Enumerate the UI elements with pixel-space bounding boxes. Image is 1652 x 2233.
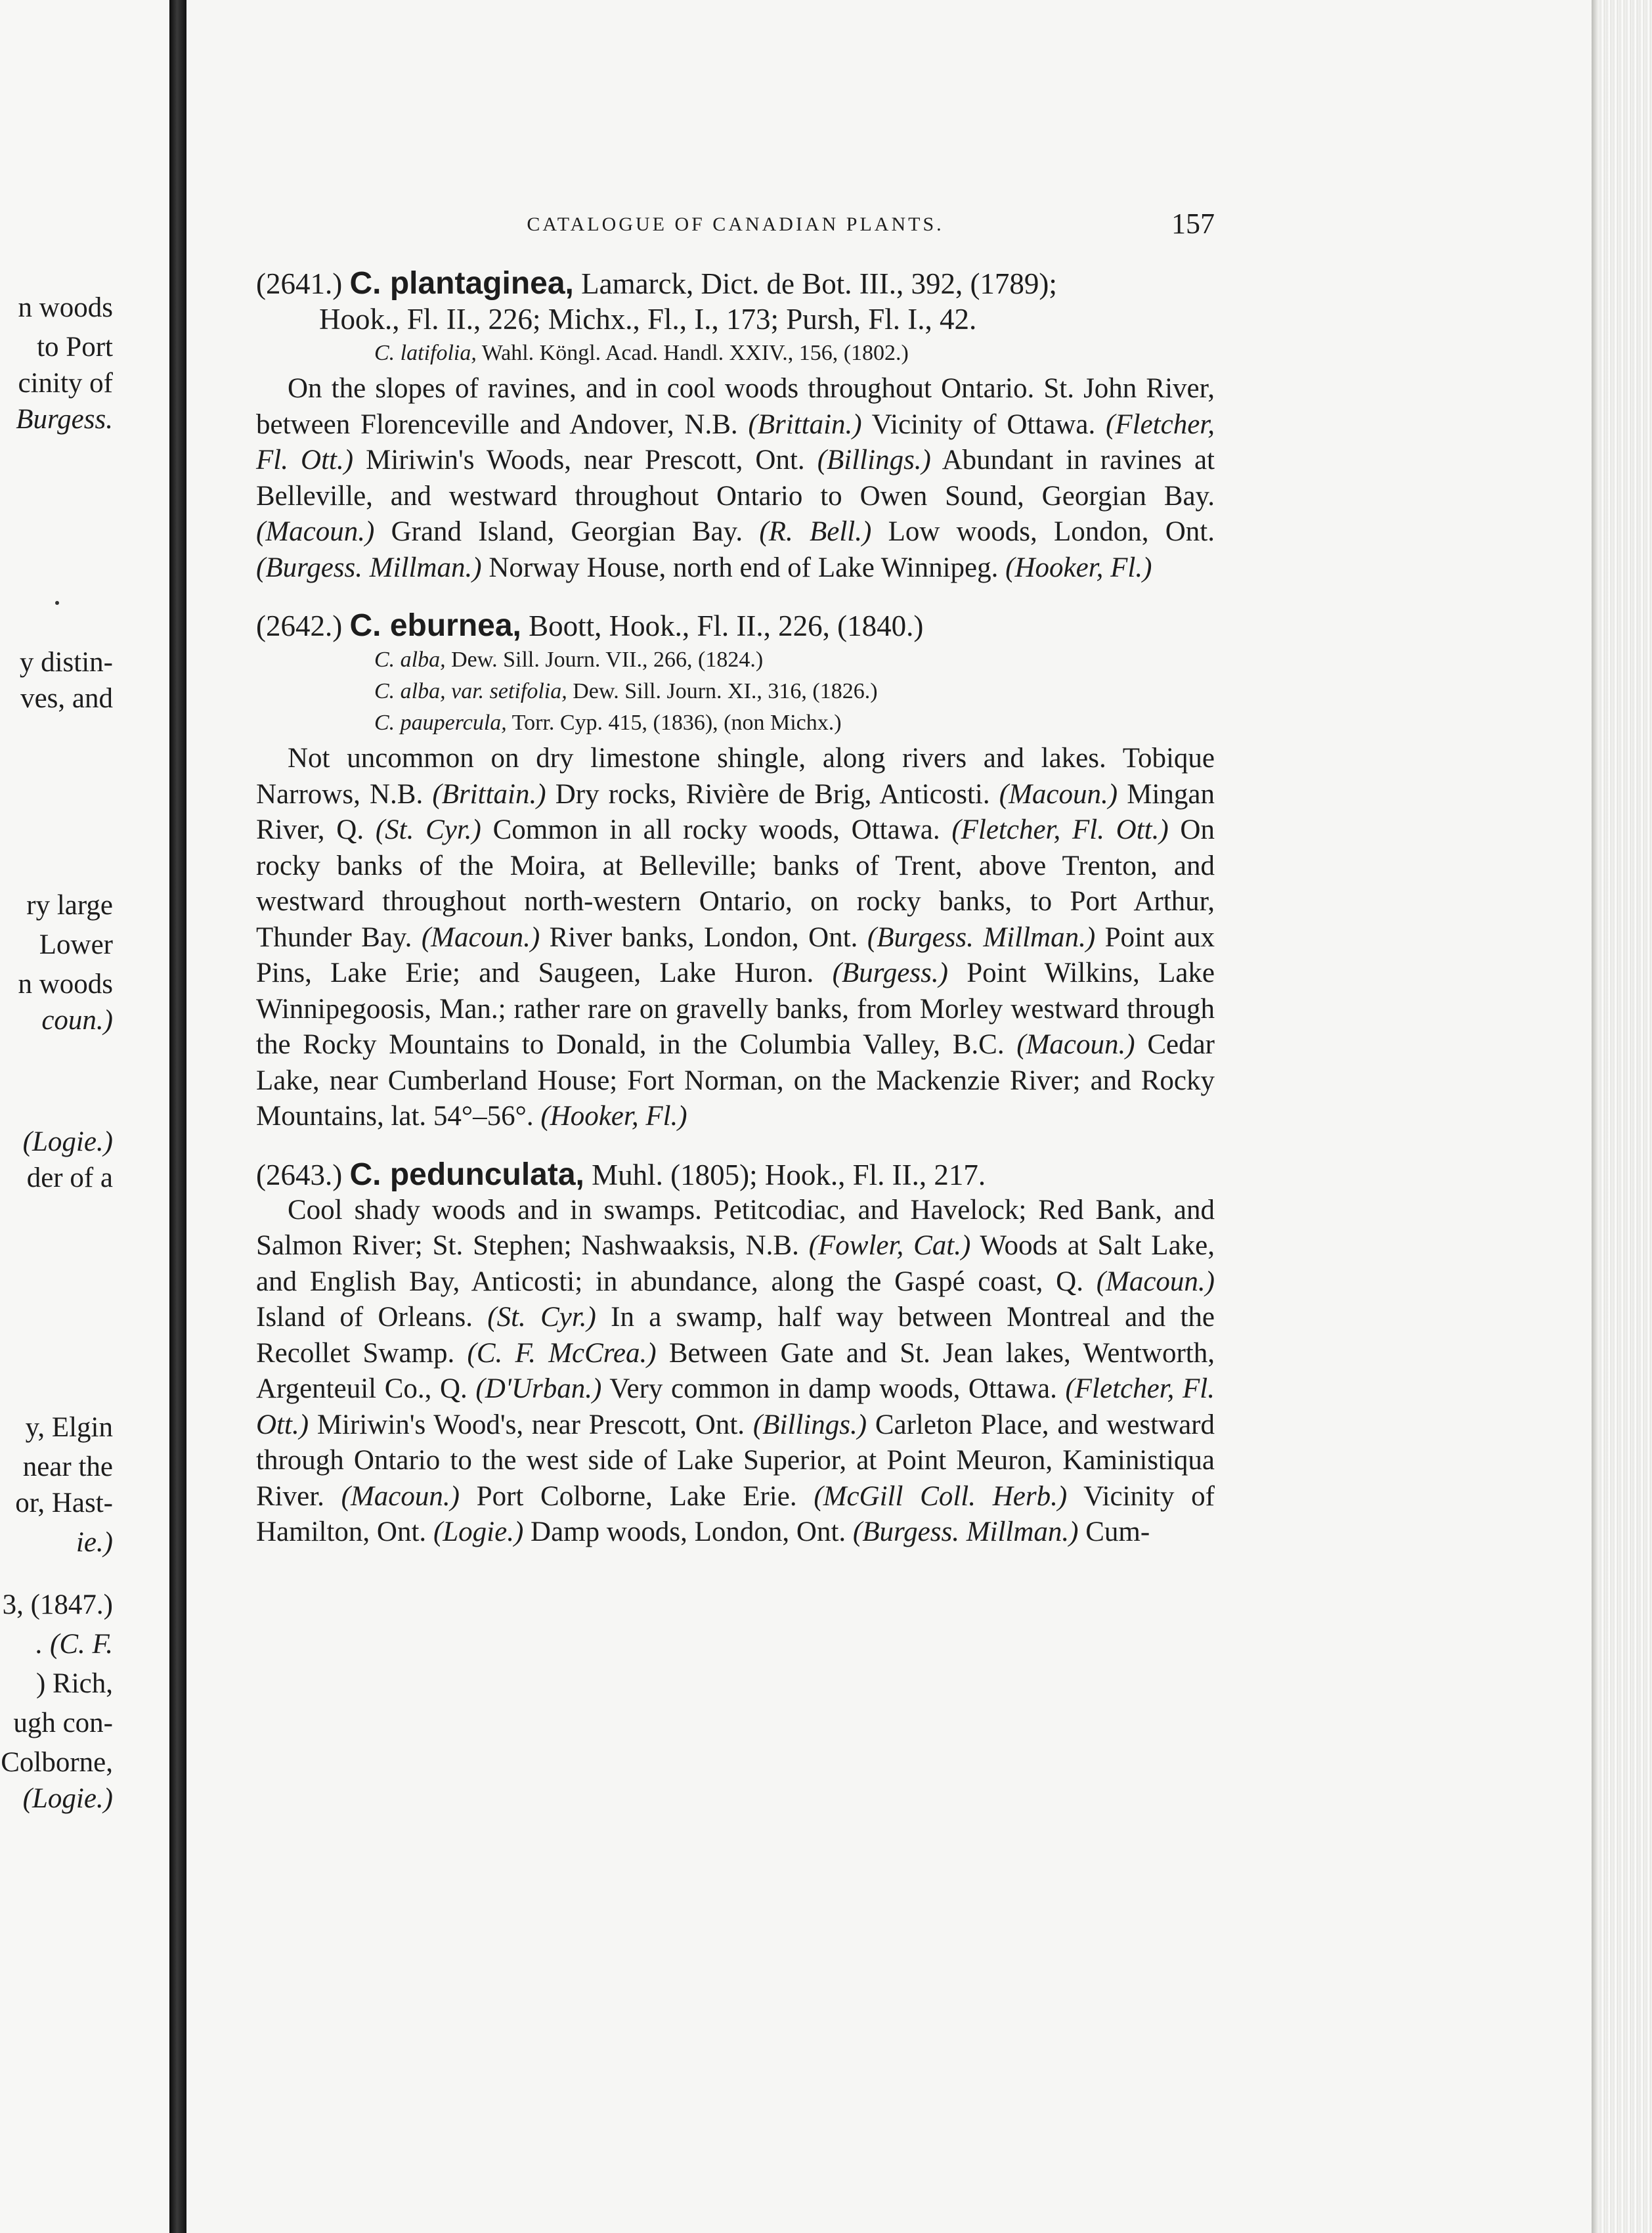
entry-number: (2643.) <box>256 1158 343 1191</box>
entry-number: (2641.) <box>256 267 343 300</box>
citation: Boott, Hook., Fl. II., 226, (1840.) <box>529 609 924 642</box>
left-page-fragment: (Logie.) <box>22 1126 113 1157</box>
left-page-fragment: ves, and <box>20 683 113 714</box>
speck <box>55 601 59 605</box>
left-page-fragment: ugh con- <box>13 1708 113 1738</box>
entry-heading <box>256 266 1215 337</box>
entry-description: On the slopes of ravines, and in cool woods throughout Ontario. St. John River, between Florenceville and Andover, N.B. (Brittain.) Vicinity of Ottawa. (Fletcher, Fl. Ott.) Miriwin's Woods, near Prescott, Ont. (Billings.) Abundant in ravines at Belleville, and westward throughout Ontario to Owen Sound, Georgian Bay. (Macoun.) Grand Island, Georgian Bay. (R. Bell.) Low woods, London, Ont. (Burgess. Millman.) Norway House, north end of Lake Winnipeg. (Hooker, Fl.) <box>256 373 1215 583</box>
left-page-fragment: ) Rich, <box>35 1668 113 1699</box>
page-number: 157 <box>1171 208 1215 240</box>
synonym <box>256 646 1215 674</box>
running-title: CATALOGUE OF CANADIAN PLANTS. <box>527 213 944 235</box>
previous-page-fragment <box>0 0 169 2233</box>
left-page-fragment: y, Elgin <box>25 1412 113 1443</box>
book-gutter <box>169 0 186 2233</box>
left-page-fragment: n woods <box>18 292 113 323</box>
left-page-fragment: near the <box>22 1451 113 1482</box>
entry-description: Not uncommon on dry limestone shingle, along rivers and lakes. Tobique Narrows, N.B. (Brittain.) Dry rocks, Rivière de Brig, Anticosti. (Macoun.) Mingan River, Q. (St. Cyr.) Common in all rocky woods, Ottawa. (Fletcher, Fl. Ott.) On rocky banks of the Moira, at Belleville; banks of Trent, above Trenton, and westward throughout north-western Ontario, on rocky banks, to Port Arthur, Thunder Bay. (Macoun.) River banks, London, Ont. (Burgess. Millman.) Point aux Pins, Lake Erie; and Saugeen, Lake Huron. (Burgess.) Point Wilkins, Lake Winnipegoosis, Man.; rather rare on gravelly banks, from Morley westward through the Rocky Mountains to Donald, in the Columbia Valley, B.C. (Macoun.) Cedar Lake, near Cumberland House; Fort Norman, on the Mackenzie River; and Rocky Mountains, lat. 54°–56°. (Hooker, Fl.) <box>256 743 1215 1132</box>
species-name: C. eburnea, <box>349 608 521 643</box>
entry-description: Cool shady woods and in swamps. Petitcodiac, and Havelock; Red Bank, and Salmon River; St. Stephen; Nashwaaksis, N.B. (Fowler, Cat.) Woods at Salt Lake, and English Bay, Anticosti; in abundance, along the Gaspé coast, Q. (Macoun.) Island of Orleans. (St. Cyr.) In a swamp, half way between Montreal and the Recollet Swamp. (C. F. McCrea.) Between Gate and St. Jean lakes, Wentworth, Argenteuil Co., Q. (D'Urban.) Very common in damp woods, Ottawa. (Fletcher, Fl. Ott.) Miriwin's Wood's, near Prescott, Ont. (Billings.) Carleton Place, and westward through Ontario to the west side of Lake Superior, at Point Meuron, Kaministiqua River. (Macoun.) Port Colborne, Lake Erie. (McGill Coll. Herb.) Vicinity of Hamilton, Ont. (Logie.) Damp woods, London, Ont. (Burgess. Millman.) Cum- <box>256 1194 1215 1547</box>
synonym-name: C. paupercula, <box>374 711 507 735</box>
synonym-name: C. latifolia, <box>374 341 477 365</box>
species-entry <box>256 1157 1215 1551</box>
left-page-fragment: Colborne, <box>1 1747 113 1778</box>
left-page-fragment: ie.) <box>76 1527 113 1558</box>
entry-number: (2642.) <box>256 609 343 642</box>
synonym-reference: Torr. Cyp. 415, (1836), (non Michx.) <box>511 711 842 735</box>
species-name: C. plantaginea, <box>349 266 574 301</box>
synonym-name: C. alba, var. setifolia, <box>374 679 567 703</box>
left-page-fragment: ry large <box>26 890 113 921</box>
species-entry <box>256 266 1215 586</box>
left-page-fragment: Lower <box>39 929 113 960</box>
synonym-reference: Dew. Sill. Journ. XI., 316, (1826.) <box>573 679 878 703</box>
left-page-fragment: y distin- <box>19 647 113 678</box>
page-edge <box>1592 0 1652 2233</box>
synonym-reference: Dew. Sill. Journ. VII., 266, (1824.) <box>451 648 764 672</box>
left-page-fragment: or, Hast- <box>15 1488 113 1518</box>
species-entries <box>256 266 1215 1551</box>
running-head <box>256 207 1215 244</box>
synonym <box>256 340 1215 367</box>
left-page-fragment: n woods <box>18 969 113 1000</box>
synonym <box>256 678 1215 705</box>
species-name: C. pedunculata, <box>349 1157 584 1192</box>
citation: Muhl. (1805); Hook., Fl. II., 217. <box>592 1158 986 1191</box>
citation: Lamarck, Dict. de Bot. III., 392, (1789); <box>581 267 1057 300</box>
left-page-fragment: coun.) <box>41 1005 113 1036</box>
left-page-fragment: der of a <box>26 1162 113 1193</box>
text-column <box>256 207 1215 1573</box>
left-page-fragment: . (C. F. <box>35 1629 113 1660</box>
synonym <box>256 709 1215 737</box>
species-entry <box>256 608 1215 1135</box>
left-page-fragment: 3, (1847.) <box>2 1589 113 1620</box>
left-page-fragment: cinity of <box>18 368 113 399</box>
entry-heading <box>256 1157 1215 1193</box>
entry-heading <box>256 608 1215 644</box>
synonym-reference: Wahl. Köngl. Acad. Handl. XXIV., 156, (1802.) <box>481 341 909 365</box>
citation-continued: Hook., Fl. II., 226; Michx., Fl., I., 173; Pursh, Fl. I., 42. <box>319 303 977 336</box>
left-page-fragment: Burgess. <box>16 404 113 435</box>
synonym-name: C. alba, <box>374 648 446 672</box>
left-page-fragment: to Port <box>37 332 113 363</box>
left-page-fragment: (Logie.) <box>22 1783 113 1814</box>
